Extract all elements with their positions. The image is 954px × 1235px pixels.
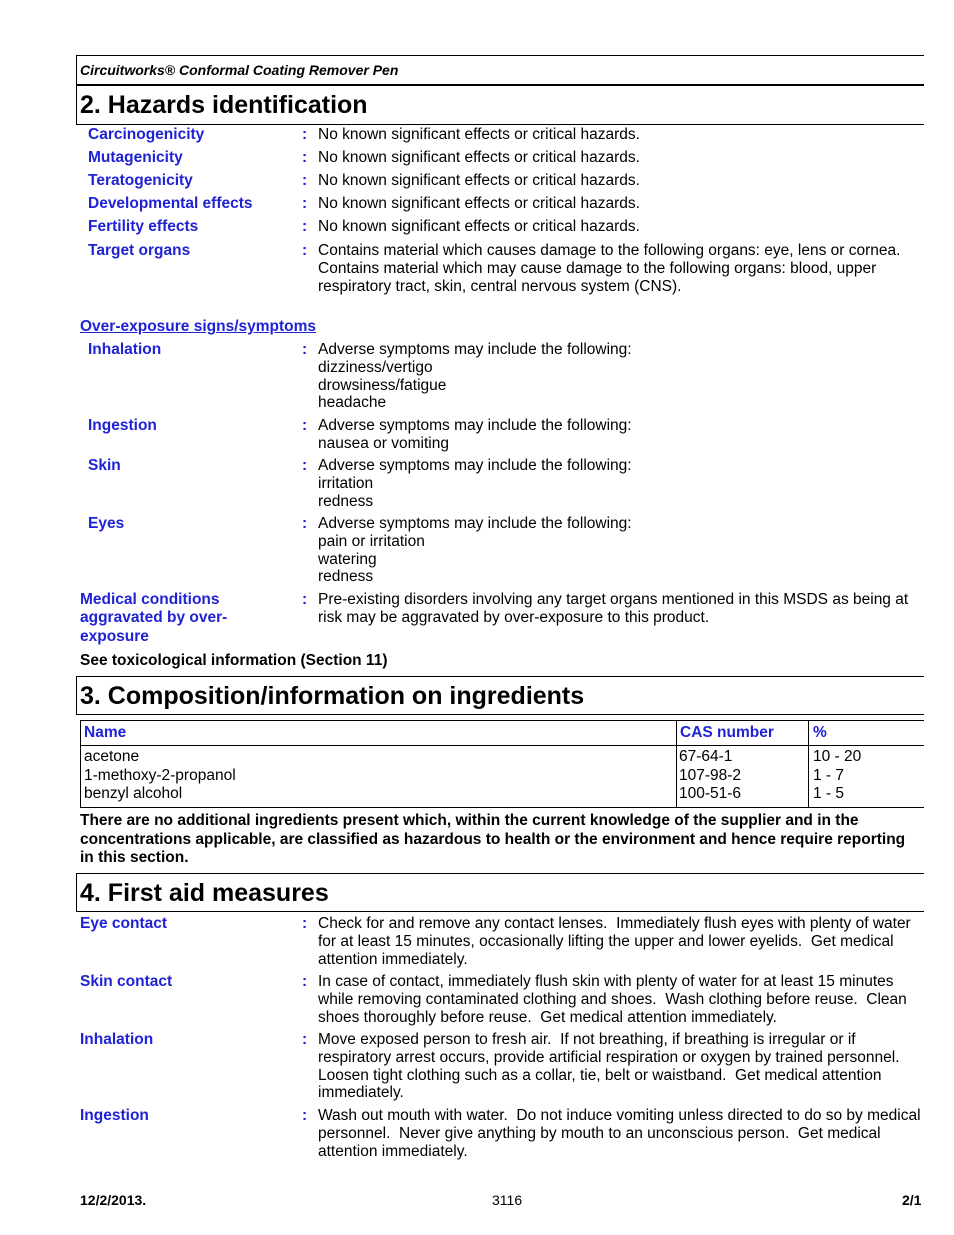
row-label: Fertility effects [88, 218, 199, 235]
row-value [318, 195, 640, 213]
row-label: Skin [88, 457, 121, 474]
table-row [81, 767, 924, 786]
table-row [81, 748, 924, 767]
label-line: exposure [80, 627, 149, 645]
section-heading-hazards [76, 85, 924, 125]
value-line: Adverse symptoms may include the following: [318, 417, 632, 434]
label-separator: : [302, 417, 308, 434]
section-title: 2. Hazards identification [80, 91, 368, 119]
value-line: redness [318, 568, 374, 586]
symptom-row-eyes [0, 515, 924, 586]
row-value [318, 218, 640, 236]
hazard-row-teratogenicity [0, 172, 924, 190]
section-title: 3. Composition/information on ingredients [80, 681, 585, 710]
value-line: Wash out mouth with water. Do not induce vomiting unless directed to do so by medical [318, 1107, 921, 1124]
note-line: There are no additional ingredients present which, within the current knowledge of the supplier and in the [80, 812, 859, 829]
row-value [318, 515, 632, 586]
value-line: risk may be aggravated by over-exposure to this product. [318, 608, 710, 626]
column-header-name: Name [84, 724, 127, 741]
row-label: Inhalation [80, 1031, 154, 1048]
row-value [318, 591, 908, 627]
value-line: Adverse symptoms may include the following: [318, 341, 632, 358]
label-separator: : [302, 515, 308, 532]
value-line: Loosen tight clothing such as a collar, tie, belt or waistband. Get medical attention [318, 1066, 882, 1084]
value-line: personnel. Never give anything by mouth to an unconscious person. Get medical [318, 1124, 881, 1142]
column-header-cas: CAS number [680, 724, 774, 741]
footer-document-number: 3116 [492, 1192, 523, 1208]
ingredient-name: acetone [84, 748, 140, 765]
first-aid-row-eye-contact [0, 915, 924, 968]
label-separator: : [302, 149, 308, 166]
label-separator: : [302, 218, 308, 235]
cas-number: 107-98-2 [679, 766, 742, 784]
symptom-row-ingestion [0, 417, 924, 452]
value-line: Check for and remove any contact lenses. Immediately flush eyes with plenty of water [318, 915, 911, 932]
label-separator: : [302, 973, 308, 990]
label-separator: : [302, 341, 308, 358]
table-row [81, 785, 924, 804]
hazard-row-fertility-effects [0, 218, 924, 236]
row-value [318, 172, 640, 190]
symptom-row-inhalation [0, 341, 924, 412]
cas-number: 67-64-1 [679, 748, 733, 765]
label-separator: : [302, 242, 308, 259]
row-label: Ingestion [88, 417, 157, 434]
hazard-row-mutagenicity [0, 149, 924, 167]
value-line: No known significant effects or critical hazards. [318, 195, 640, 212]
see-toxicological-note: See toxicological information (Section 11) [80, 652, 388, 669]
value-line: drowsiness/fatigue [318, 376, 447, 394]
value-line: Move exposed person to fresh air. If not breathing, if breathing is irregular or if [318, 1031, 856, 1048]
value-line: while removing contaminated clothing and shoes. Wash clothing before reuse. Clean [318, 990, 907, 1008]
label-separator: : [302, 195, 308, 212]
product-name: Circuitworks® Conformal Coating Remover Pen [80, 62, 399, 78]
value-line: redness [318, 492, 374, 510]
row-label: Target organs [88, 242, 191, 259]
value-line: No known significant effects or critical hazards. [318, 126, 640, 143]
percent-range: 1 - 5 [813, 785, 845, 802]
row-value [318, 149, 640, 167]
row-label: Carcinogenicity [88, 126, 205, 143]
value-line: shoes thoroughly before reuse. Get medical attention immediately. [318, 1008, 777, 1026]
value-line: In case of contact, immediately flush skin with plenty of water for at least 15 minutes [318, 973, 894, 990]
value-line: Adverse symptoms may include the following: [318, 515, 632, 532]
row-label: Teratogenicity [88, 172, 193, 189]
value-line: No known significant effects or critical hazards. [318, 149, 640, 166]
row-value [318, 126, 640, 144]
value-line: No known significant effects or critical hazards. [318, 172, 640, 189]
row-value [318, 457, 632, 510]
row-label: Eye contact [80, 915, 168, 932]
label-separator: : [302, 457, 308, 474]
value-line: Contains material which may cause damage to the following organs: blood, upper [318, 259, 877, 277]
value-line: respiratory tract, skin, central nervous system (CNS). [318, 277, 682, 295]
label-separator: : [302, 591, 308, 608]
value-line: Contains material which causes damage to the following organs: eye, lens or cornea. [318, 242, 901, 259]
ingredient-name: benzyl alcohol [84, 785, 183, 802]
row-label: Ingestion [80, 1107, 149, 1124]
note-line: in this section. [80, 849, 189, 866]
value-line: irritation [318, 474, 374, 492]
value-line: No known significant effects or critical hazards. [318, 218, 640, 235]
value-line: pain or irritation [318, 532, 425, 550]
label-line: Medical conditions [80, 591, 220, 608]
label-line: aggravated by over- [80, 609, 228, 627]
value-line: dizziness/vertigo [318, 358, 433, 376]
note-line: concentrations applicable, are classified as hazardous to health or the environment and hence require reporting [80, 830, 906, 848]
ingredients-table [80, 720, 924, 808]
value-line: attention immediately. [318, 1142, 468, 1160]
overexposure-heading: Over-exposure signs/symptoms [80, 318, 317, 335]
value-line: headache [318, 394, 387, 412]
section-title: 4. First aid measures [80, 878, 329, 907]
row-value [318, 1107, 921, 1160]
row-label: Developmental effects [88, 195, 253, 212]
row-value [318, 341, 632, 412]
table-header-row [81, 721, 924, 746]
label-separator: : [302, 1107, 308, 1124]
first-aid-row-ingestion [0, 1107, 924, 1160]
hazard-row-developmental-effects [0, 195, 924, 213]
row-label: Skin contact [80, 973, 173, 990]
percent-range: 1 - 7 [813, 766, 845, 784]
row-value [318, 1031, 900, 1102]
first-aid-row-inhalation [0, 1031, 924, 1102]
column-header-percent: % [813, 724, 827, 741]
composition-note [80, 812, 905, 868]
label-separator: : [302, 172, 308, 189]
footer-date: 12/2/2013. [80, 1192, 147, 1208]
value-line: attention immediately. [318, 950, 468, 968]
row-value [318, 973, 907, 1026]
section-heading-first-aid [76, 873, 924, 912]
value-line: immediately. [318, 1084, 404, 1102]
row-value [318, 915, 911, 968]
medical-conditions-row [0, 591, 924, 645]
value-line: Pre-existing disorders involving any target organs mentioned in this MSDS as being at [318, 591, 909, 608]
symptom-row-skin [0, 457, 924, 510]
label-separator: : [302, 1031, 308, 1048]
first-aid-row-skin-contact [0, 973, 924, 1026]
percent-range: 10 - 20 [813, 748, 862, 765]
row-label: Mutagenicity [88, 149, 183, 166]
footer-page-number: 2/1 [902, 1192, 922, 1208]
value-line: watering [318, 550, 377, 568]
ingredient-name: 1-methoxy-2-propanol [84, 766, 236, 784]
value-line: respiratory arrest occurs, provide artificial respiration or oxygen by trained personnel. [318, 1048, 900, 1066]
value-line: nausea or vomiting [318, 434, 449, 452]
label-separator: : [302, 126, 308, 143]
cas-number: 100-51-6 [679, 785, 742, 802]
row-label: Inhalation [88, 341, 162, 358]
value-line: for at least 15 minutes, occasionally lifting the upper and lower eyelids. Get medical [318, 932, 894, 950]
hazard-row-carcinogenicity [0, 126, 924, 144]
section-heading-composition [76, 676, 924, 715]
label-separator: : [302, 915, 308, 932]
row-label: Eyes [88, 515, 125, 532]
row-value [318, 242, 900, 295]
hazard-row-target-organs [0, 242, 924, 295]
document-header [76, 55, 924, 85]
value-line: Adverse symptoms may include the following: [318, 457, 632, 474]
row-value [318, 417, 632, 453]
row-label [80, 591, 227, 646]
